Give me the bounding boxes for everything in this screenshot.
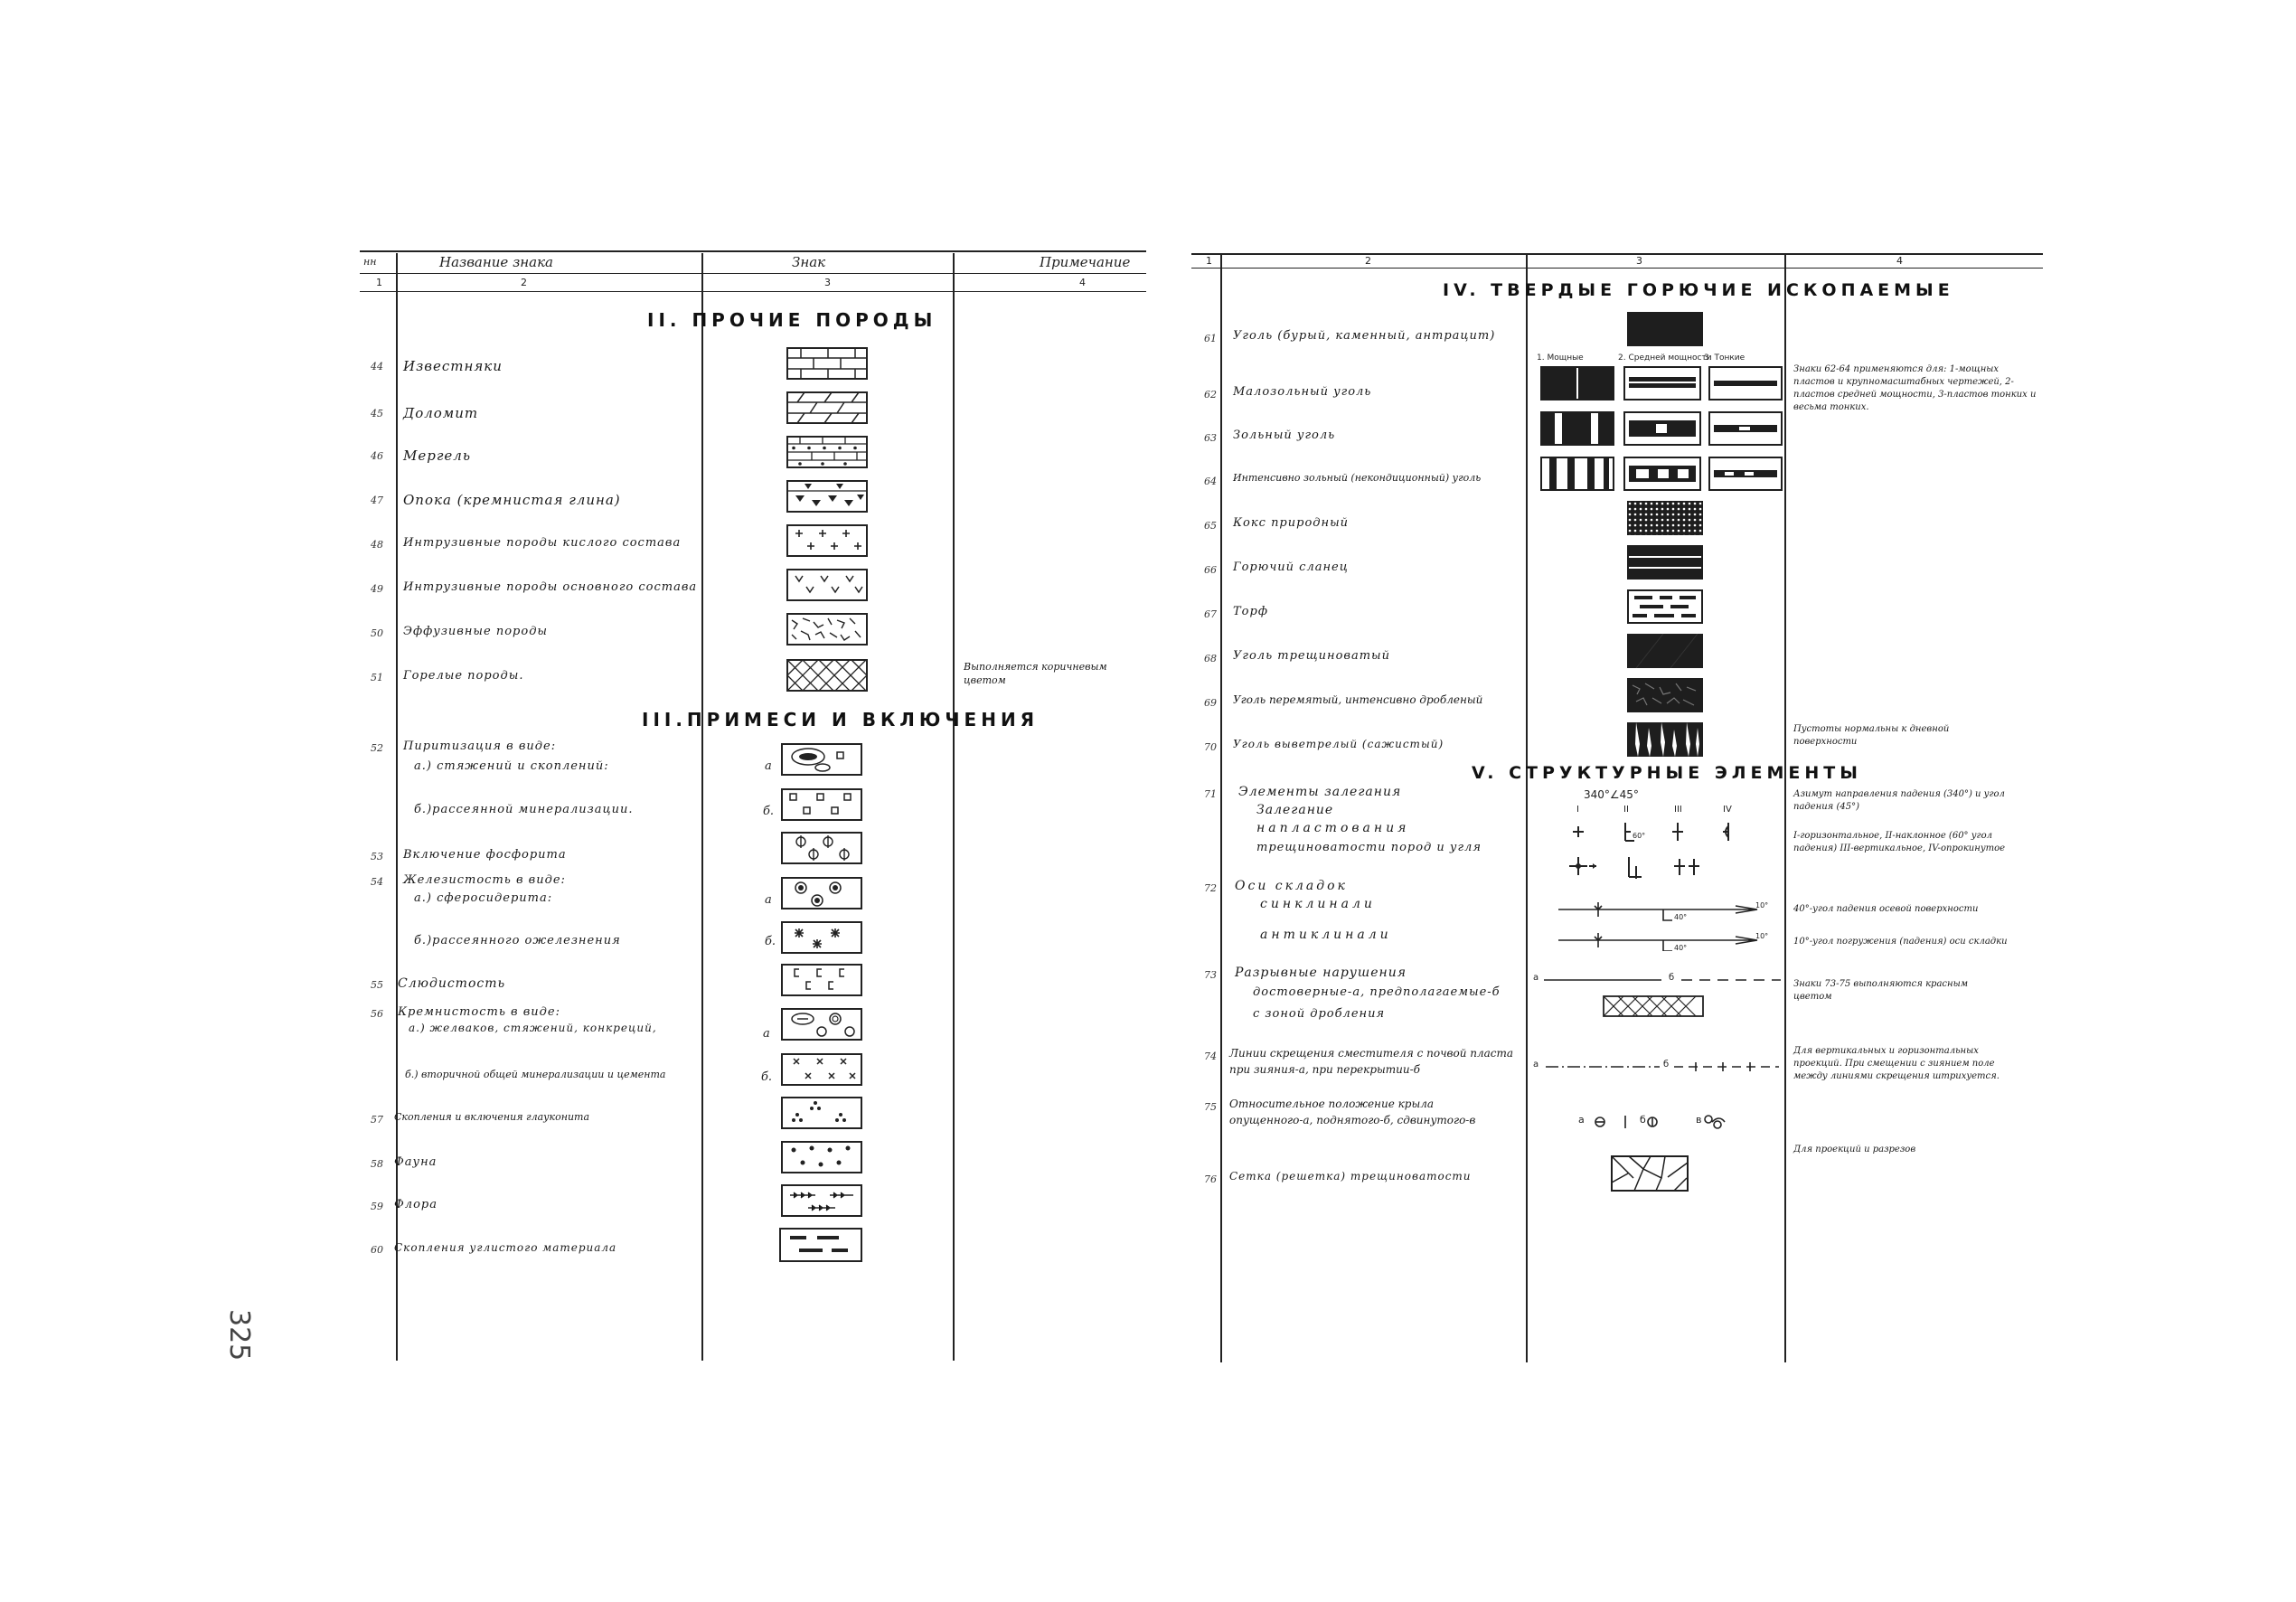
row-name: б.)рассеянной минерализации. [414,803,634,816]
marl-symbol [786,436,868,468]
basic-intrusive-symbol [786,569,868,601]
note-72a: 40°-угол падения осевой поверхности [1793,904,1979,914]
wing-label-v: в [1696,1114,1702,1126]
colnum-2: 2 [1365,255,1371,267]
colnum-4: 4 [1079,277,1086,288]
col-divider-3 [1784,255,1786,1362]
row-number: 54 [371,876,383,888]
wing-label-a: а [1578,1114,1585,1126]
row-name: Уголь перемятый, интенсивно дробленый [1233,693,1483,706]
colnum-4: 4 [1896,255,1903,267]
roman-1: I [1576,805,1579,815]
wing-position-symbols [1591,1110,1763,1134]
row-name: напластования [1256,821,1410,835]
carbonaceous-material-symbol [779,1228,862,1262]
header-num: нн [363,256,377,268]
variant-label-a: а [765,759,772,773]
low-ash-coal-thin-symbol [1708,366,1783,400]
row-name: Малозольный уголь [1233,385,1372,399]
row-number: 56 [371,1008,383,1020]
row-name: синклинали [1260,897,1376,911]
colnum-1: 1 [376,277,382,288]
row-name: Флора [394,1198,438,1211]
intersection-symbols [1542,1058,1786,1078]
row-name: антиклинали [1260,928,1392,942]
effusive-symbol [786,613,868,646]
row-number: 75 [1204,1101,1217,1113]
fauna-symbol [781,1141,862,1173]
row-name: трещиноватости пород и угля [1256,841,1482,854]
flora-symbol [781,1184,862,1217]
variant-label-b: б. [761,1070,773,1084]
row-number: 50 [371,627,383,639]
roman-2: II [1623,805,1629,815]
row-name: при зияния-а, при перекрытии-б [1229,1063,1420,1076]
weathered-coal-symbol [1627,722,1703,757]
low-ash-coal-thick-symbol [1540,366,1614,400]
row-name: б.)рассеянного ожелезнения [414,934,621,947]
row-name: Фауна [394,1155,438,1169]
row-number: 60 [371,1244,383,1256]
deg10-label: 10° [1755,901,1769,909]
wing-label-b: б [1640,1114,1646,1126]
row-number: 55 [371,979,383,991]
note-74: Для вертикальных и горизонтальных проекций. При смещении с зиянием поле между линиями скрещения штрихуется. [1793,1046,2000,1081]
row-number: 53 [371,851,383,862]
row-name: Уголь трещиноватый [1233,649,1390,663]
row-name: Уголь (бурый, каменный, антрацит) [1233,329,1496,343]
row-number: 67 [1204,608,1217,620]
note-70: Пустоты нормальны к дневной поверхности [1793,724,1950,747]
ferruginous-dispersed-symbol [781,921,862,954]
row-name: Интенсивно зольный (некондиционный) уголь [1233,472,1482,484]
row-number: 68 [1204,653,1217,664]
fracture-symbols [1564,853,1745,882]
row-name: опущенного-а, поднятого-б, сдвинутого-в [1229,1114,1476,1126]
row-number: 58 [371,1158,383,1170]
subhead-thin: 3. Тонкие [1704,353,1746,363]
row-number: 49 [371,583,383,595]
row-name: Доломит [403,405,479,421]
peat-symbol [1627,589,1703,624]
row-name: Опока (кремнистая глина) [403,492,621,508]
row-name: с зоной дробления [1253,1007,1386,1021]
ash-coal-medium-symbol [1623,411,1701,446]
row-name: Интрузивные породы кислого состава [403,536,682,550]
row-number: 51 [371,672,383,683]
section-title-2: II. ПРОЧИЕ ПОРОДЫ [647,309,937,331]
row-name: Оси складок [1235,879,1348,893]
burnt-rock-symbol [786,659,868,692]
note-71a: Азимут направления падения (340°) и угол падения (45°) [1793,789,2005,812]
subhead-medium: 2. Средней мощности [1618,353,1712,363]
row-name: а.) сферосидерита: [414,891,553,905]
row-name: Элементы залегания [1238,785,1402,799]
colnum-3: 3 [824,277,831,288]
limestone-symbol [786,347,868,380]
crushed-coal-symbol [1627,678,1703,712]
header-name: Название знака [439,254,553,270]
variant-label-b: б. [763,805,775,818]
row-number: 62 [1204,389,1217,400]
natural-coke-symbol [1627,501,1703,535]
row-number: 70 [1204,741,1217,753]
silica-cement-symbol [781,1053,862,1086]
roman-3: III [1674,805,1682,815]
azimuth-label: 340°∠45° [1584,788,1639,801]
row-name: Пиритизация в виде: [403,740,557,753]
row-name: достоверные-а, предполагаемые-б [1253,985,1501,999]
roman-4: IV [1723,805,1732,815]
row-name: Известняки [403,358,503,374]
row-name: Железистость в виде: [403,873,566,887]
row-name: Кокс природный [1233,516,1350,530]
row-number: 76 [1204,1173,1217,1185]
row-number: 73 [1204,969,1217,981]
row-number: 48 [371,539,383,551]
low-ash-coal-medium-symbol [1623,366,1701,400]
col-divider-2 [701,253,703,1361]
row-number: 72 [1204,882,1217,894]
fractured-coal-symbol [1627,634,1703,668]
fracture-grid-symbol [1611,1155,1689,1192]
row-name: Линии скрещения сместителя с почвой пласта [1229,1047,1514,1060]
dolomite-symbol [786,391,868,424]
phosphorite-symbol [781,832,862,864]
row-name: Включение фосфорита [403,848,567,862]
deg10-label: 10° [1755,932,1769,940]
col-divider-3 [953,253,955,1361]
variant-label-a: а [765,893,772,907]
colnum-rule [360,291,1146,292]
high-ash-coal-medium-symbol [1623,457,1701,491]
row-number: 65 [1204,520,1217,532]
colnum-3: 3 [1636,255,1642,267]
high-ash-coal-thin-symbol [1708,457,1783,491]
colnum-2: 2 [521,277,527,288]
coal-symbol [1627,312,1703,346]
deg40-label: 40° [1674,913,1688,921]
chert-nodules-symbol [781,1008,862,1041]
header-rule [360,273,1146,274]
row-name: Уголь выветрелый (сажистый) [1233,738,1444,750]
colnum-rule [1191,268,2043,269]
note-73: Знаки 73-75 выполняются красным цветом [1793,979,1969,1002]
row-number: 66 [1204,564,1217,576]
header-sign: Знак [792,254,826,270]
note-76: Для проекций и разрезов [1793,1145,1916,1154]
row-name: Горючий сланец [1233,561,1349,574]
fault-symbols [1540,973,1784,1027]
section-title-5: V. СТРУКТУРНЫЕ ЭЛЕМЕНТЫ [1472,763,1862,783]
deg60-label: 60° [1633,832,1646,840]
row-name: Скопления и включения глауконита [394,1111,590,1123]
opoka-symbol [786,480,868,513]
header-note: Примечание [1040,254,1131,270]
pyrite-concretion-symbol [781,743,862,776]
page-number: 325 [223,1309,255,1362]
row-name: Мергель [403,448,472,464]
fold-axes-symbols [1555,900,1772,951]
row-name: Скопления углистого материала [394,1241,617,1254]
row-number: 71 [1204,788,1217,800]
table-top-rule [360,250,1146,252]
bedding-symbols [1569,817,1741,850]
deg40-label: 40° [1674,944,1688,952]
subhead-thick: 1. Мощные [1537,353,1584,363]
variant-label-b: б. [765,935,776,948]
siderite-symbol [781,877,862,909]
row-number: 45 [371,408,383,419]
colnum-1: 1 [1206,255,1212,267]
row-number: 52 [371,742,383,754]
row-name: Залегание [1256,803,1334,817]
row-number: 64 [1204,476,1217,487]
row-name: а.) стяжений и скоплений: [414,759,609,773]
intersect-label-b: б [1663,1060,1670,1070]
col-divider-2 [1526,255,1528,1362]
high-ash-coal-thick-symbol [1540,457,1614,491]
ash-coal-thin-symbol [1708,411,1783,446]
row-number: 69 [1204,697,1217,709]
note-71b: I-горизонтальное, II-наклонное (60° угол падения) III-вертикальное, IV-опрокинутое [1793,831,2006,853]
row-name: Сетка (решетка) трещиноватости [1229,1170,1472,1183]
col-divider-1 [1220,255,1222,1362]
row-name: Зольный уголь [1233,429,1336,442]
fault-label-b: б [1669,973,1675,983]
row-name: б.) вторичной общей минерализации и цемента [405,1069,666,1080]
fault-label-a: а [1533,973,1539,983]
row-number: 59 [371,1201,383,1212]
note-72b: 10°-угол погружения (падения) оси складки [1793,937,2008,947]
row-name: а.) желваков, стяжений, конкреций, [409,1022,657,1034]
row-number: 63 [1204,432,1217,444]
glauconite-symbol [781,1097,862,1129]
row-number: 47 [371,495,383,506]
row-name: Разрывные нарушения [1235,966,1407,980]
row-number: 61 [1204,333,1217,344]
row-name: Слюдистость [398,976,506,991]
mica-symbol [781,964,862,996]
row-number: 57 [371,1114,383,1126]
row-name: Кремнистость в виде: [398,1005,560,1019]
col-divider-1 [396,253,398,1361]
ash-coal-thick-symbol [1540,411,1614,446]
oil-shale-symbol [1627,545,1703,580]
intersect-label-a: а [1533,1060,1539,1070]
row-number: 74 [1204,1051,1217,1062]
variant-label-a: а [763,1027,770,1041]
section-title-3: III.ПРИМЕСИ И ВКЛЮЧЕНИЯ [642,709,1040,730]
row-name: Горелые породы. [403,669,524,683]
row-number: 46 [371,450,383,462]
note-62: Знаки 62-64 применяются для: 1-мощных пластов и крупномасштабных чертежей, 2-пластов средней мощности, 3-пластов тонких и весьма тонких. [1793,364,2037,412]
pyrite-dispersed-symbol [781,788,862,821]
note-51: Выполняется коричневым цветом [964,661,1107,686]
row-name: Интрузивные породы основного состава [403,580,698,594]
row-number: 44 [371,361,383,372]
acid-intrusive-symbol [786,524,868,557]
row-name: Эффузивные породы [403,625,549,638]
table-top-rule [1191,253,2043,255]
row-name: Торф [1233,605,1268,618]
section-title-4: IV. ТВЕРДЫЕ ГОРЮЧИЕ ИСКОПАЕМЫЕ [1443,280,1954,300]
row-name: Относительное положение крыла [1229,1098,1435,1110]
